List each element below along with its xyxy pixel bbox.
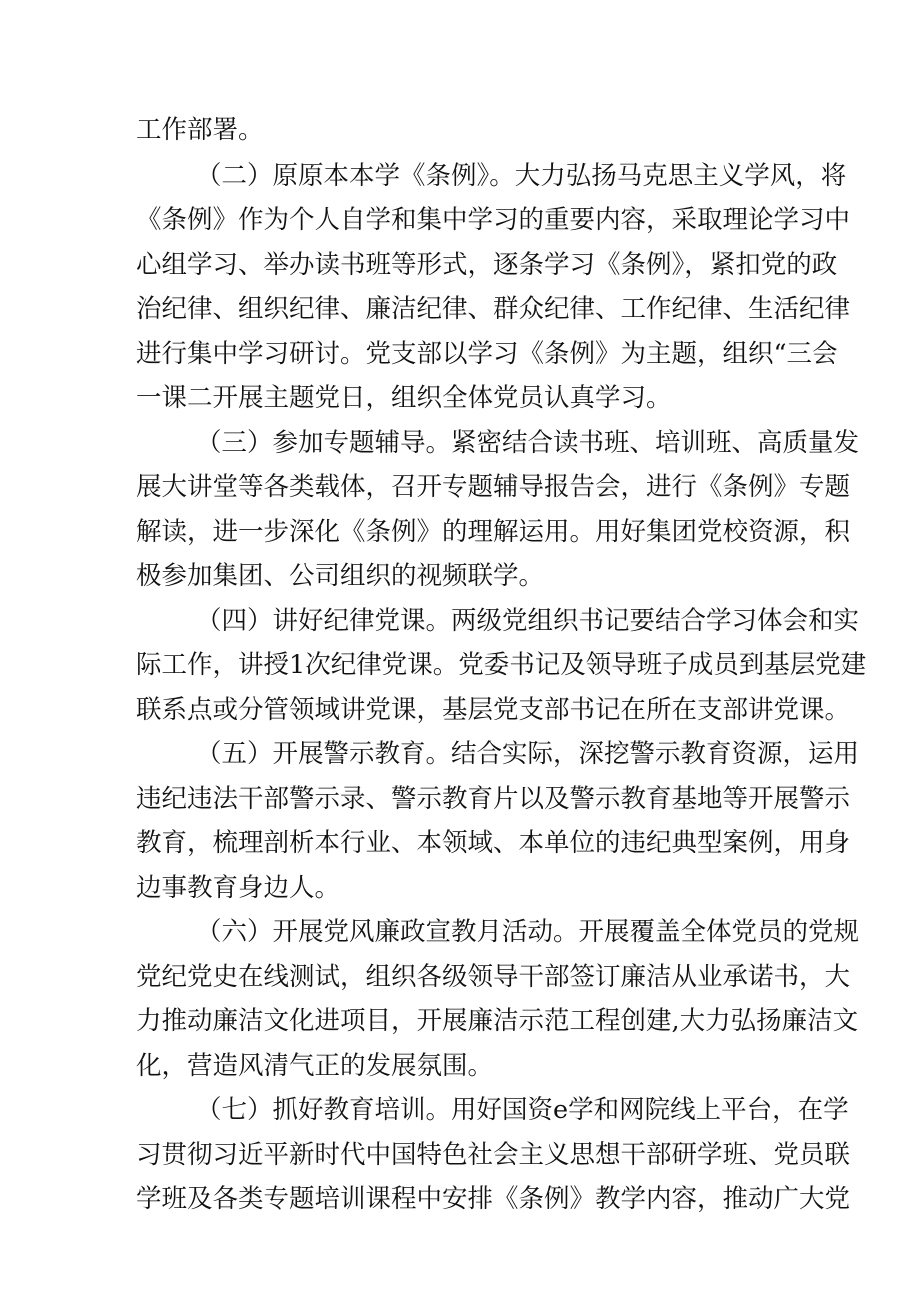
text-line: 《条例》作为个人自学和集中学习的重要内容，采取理论学习中 [136, 205, 851, 235]
text-line: 一课二开展主题党日，组织全体党员认真学习。 [136, 383, 672, 413]
text-line: 习贯彻习近平新时代中国特色社会主义思想干部研学班、党员联 [136, 1140, 851, 1170]
text-line: 联系点或分管领域讲党课，基层党支部书记在所在支部讲党课。 [136, 695, 851, 725]
text-line: 边事教育身边人。 [136, 873, 341, 903]
section-heading-line: （六）开展党风廉政宣教月活动。开展覆盖全体党员的党规 [196, 917, 860, 947]
section-heading-line: （四）讲好纪律党课。两级党组织书记要结合学习体会和实 [196, 606, 860, 636]
text-line: 教育，梳理剖析本行业、本领域、本单位的违纪典型案例，用身 [136, 828, 851, 858]
text-line: 心组学习、举办读书班等形式，逐条学习《条例》，紧扣党的政 [136, 250, 838, 280]
text-line: 违纪违法干部警示录、警示教育片以及警示教育基地等开展警示 [136, 784, 851, 814]
text-line: 展大讲堂等各类载体，召开专题辅导报告会，进行《条例》专题 [136, 472, 851, 502]
text-line: 治纪律、组织纪律、廉洁纪律、群众纪律、工作纪律、生活纪律 [136, 294, 851, 324]
text-line: 力推动廉洁文化进项目，开展廉洁示范工程创建,大力弘扬廉洁文 [136, 1006, 859, 1036]
section-heading-line: （五）开展警示教育。结合实际，深挖警示教育资源，运用 [196, 739, 860, 769]
text-line: 进行集中学习研讨。党支部以学习《条例》为主题，组织“三会 [136, 339, 838, 369]
text-line: 党纪党史在线测试，组织各级领导干部签订廉洁从业承诺书，大 [136, 962, 851, 992]
text-line: 工作部署。 [136, 115, 264, 145]
section-heading-line: （三）参加专题辅导。紧密结合读书班、培训班、高质量发 [196, 428, 860, 458]
text-line: 化，营造风清气正的发展氛围。 [136, 1051, 494, 1081]
text-line: 际工作，讲授1次纪律党课。党委书记及领导班子成员到基层党建 [136, 650, 867, 680]
text-line: 解读，进一步深化《条例》的理解运用。用好集团党校资源，积 [136, 517, 851, 547]
section-heading-line: （七）抓好教育培训。用好国资e学和网院线上平台，在学 [196, 1095, 849, 1125]
text-line: 学班及各类专题培训课程中安排《条例》教学内容，推动广大党 [136, 1184, 851, 1214]
text-line: 极参加集团、公司组织的视频联学。 [136, 561, 545, 591]
section-heading-line: （二）原原本本学《条例》。大力弘扬马克思主义学风，将 [196, 161, 847, 191]
